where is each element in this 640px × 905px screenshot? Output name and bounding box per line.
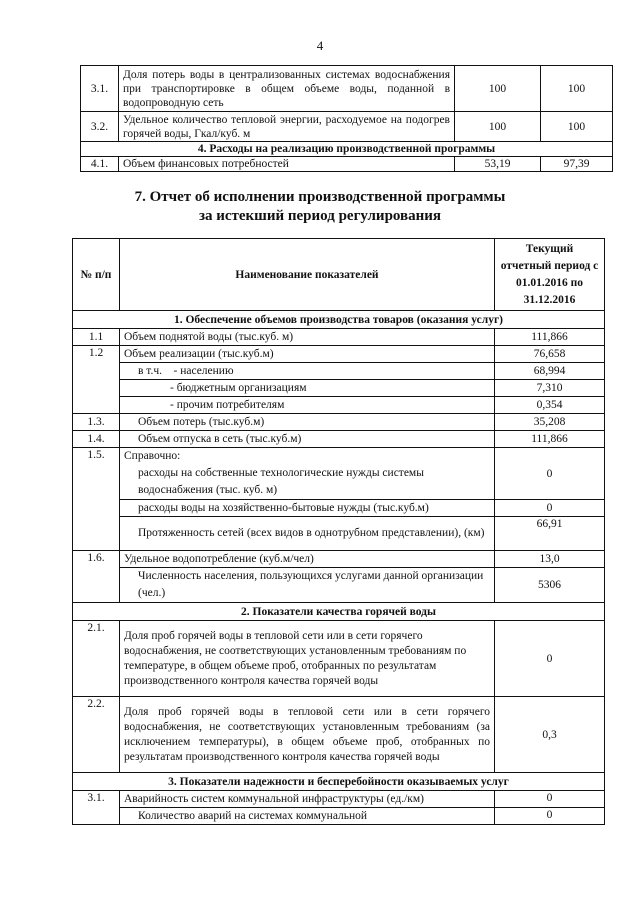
row-value: 68,994 [495,363,605,380]
row-number: 2.1. [73,621,120,697]
table-row [73,621,605,697]
table-row [73,697,605,773]
table-row [73,448,605,500]
row-value: 111,866 [495,431,605,448]
row-number: 3.1. [81,66,119,112]
table-row [73,380,605,397]
row-number: 1.4. [73,431,120,448]
row-name: Удельное количество тепловой энергии, расходуемое на подогрев горячей воды, Гкал/куб. м [119,112,455,142]
row-value: 0 [495,448,605,500]
table-row [73,568,605,603]
row-name: - бюджетным организациям [120,380,495,397]
section-title: 2. Показатели качества горячей воды [73,603,605,621]
section-title: 1. Обеспечение объемов производства товаров (оказания услуг) [73,311,605,329]
row-value: 100 [541,112,613,142]
row-name: - прочим потребителям [120,397,495,414]
row-name: Доля потерь воды в централизованных системах водоснабжения при транспортировке в общем объеме воды, поданной в водопроводную сеть [119,66,455,112]
page-number: 4 [316,38,324,53]
row-name: Протяженность сетей (всех видов в однотрубном представлении), (км) [120,517,495,551]
row-name: Аварийность систем коммунальной инфраструктуры (ед./км) [120,791,495,808]
row-name: Объем реализации (тыс.куб.м) [120,346,495,363]
row-name: Количество аварий на системах коммунальной [120,808,495,825]
table-row [73,791,605,808]
table-row [73,808,605,825]
row-value: 13,0 [495,551,605,568]
row-subname: расходы на собственные технологические нужды системы водоснабжения (тыс. куб. м) [138,467,424,496]
row-value: 0 [495,808,605,825]
header-period: Текущий отчетный период с 01.01.2016 по 31.12.2016 [495,239,605,311]
row-name: Удельное водопотребление (куб.м/чел) [120,551,495,568]
row-name [120,448,495,500]
row-name: Объем финансовых потребностей [119,157,455,172]
table-row [73,329,605,346]
row-value: 35,208 [495,414,605,431]
table-header [73,239,605,311]
row-number: 3.1. [73,791,120,825]
row-value: 100 [455,112,541,142]
row-value: 66,91 [495,517,605,551]
table-row [73,431,605,448]
table-row [81,157,613,172]
row-name [120,363,495,380]
row-value: 100 [541,66,613,112]
row-value: 97,39 [541,157,613,172]
row-label: Справочно: [124,450,181,462]
row-value: 7,310 [495,380,605,397]
row-prefix: в т.ч. [138,365,162,377]
row-value: 0 [495,500,605,517]
row-number: 1.1 [73,329,120,346]
row-value: 76,658 [495,346,605,363]
row-value: 100 [455,66,541,112]
section-title: 4. Расходы на реализацию производственной программы [81,142,613,157]
row-name: Объем потерь (тыс.куб.м) [120,414,495,431]
table-row [73,414,605,431]
report-table [72,238,605,825]
section-header [73,311,605,329]
row-value: 5306 [495,568,605,603]
row-name: Доля проб горячей воды в тепловой сети или в сети горячего водоснабжения, не соответствующих установленным требованиям (за исключением температуры), в общем объеме проб, отобранных по результатам производственного контроля качества горячей воды [120,697,495,773]
row-name: расходы воды на хозяйственно-бытовые нужды (тыс.куб.м) [120,500,495,517]
table-row [73,551,605,568]
title-line: 7. Отчет об исполнении производственной программы [134,189,506,205]
row-name: Объем поднятой воды (тыс.куб. м) [120,329,495,346]
row-number: 1.6. [73,551,120,603]
table-row [73,397,605,414]
row-number: 2.2. [73,697,120,773]
section-header [73,773,605,791]
row-name: Доля проб горячей воды в тепловой сети или в сети горячего водоснабжения, не соответствующих установленным требованиям по температуре, в общем объеме проб, отобранных по результатам производственного контроля качества горячей воды [120,621,495,697]
table-row [81,112,613,142]
section-title: 3. Показатели надежности и бесперебойности оказываемых услуг [73,773,605,791]
row-number: 1.5. [73,448,120,551]
row-value: 0 [495,621,605,697]
title-line: за истекший период регулирования [198,208,442,224]
table-row [73,363,605,380]
row-value: 53,19 [455,157,541,172]
section-header [73,603,605,621]
row-number: 4.1. [81,157,119,172]
row-number: 1.3. [73,414,120,431]
row-number: 1.2 [73,346,120,414]
row-value: 0,3 [495,697,605,773]
row-value: 111,866 [495,329,605,346]
row-subname: - населению [173,365,234,377]
table-row [73,500,605,517]
header-name: Наименование показателей [120,239,495,311]
table-row [81,66,613,112]
row-number: 3.2. [81,112,119,142]
header-num: № п/п [73,239,120,311]
section-title-7 [0,188,640,226]
top-table [80,65,613,172]
row-name: Численность населения, пользующихся услугами данной организации (чел.) [120,568,495,603]
row-name: Объем отпуска в сеть (тыс.куб.м) [120,431,495,448]
table-row [73,346,605,363]
section-header [81,142,613,157]
table-row [73,517,605,551]
row-value: 0,354 [495,397,605,414]
row-value: 0 [495,791,605,808]
